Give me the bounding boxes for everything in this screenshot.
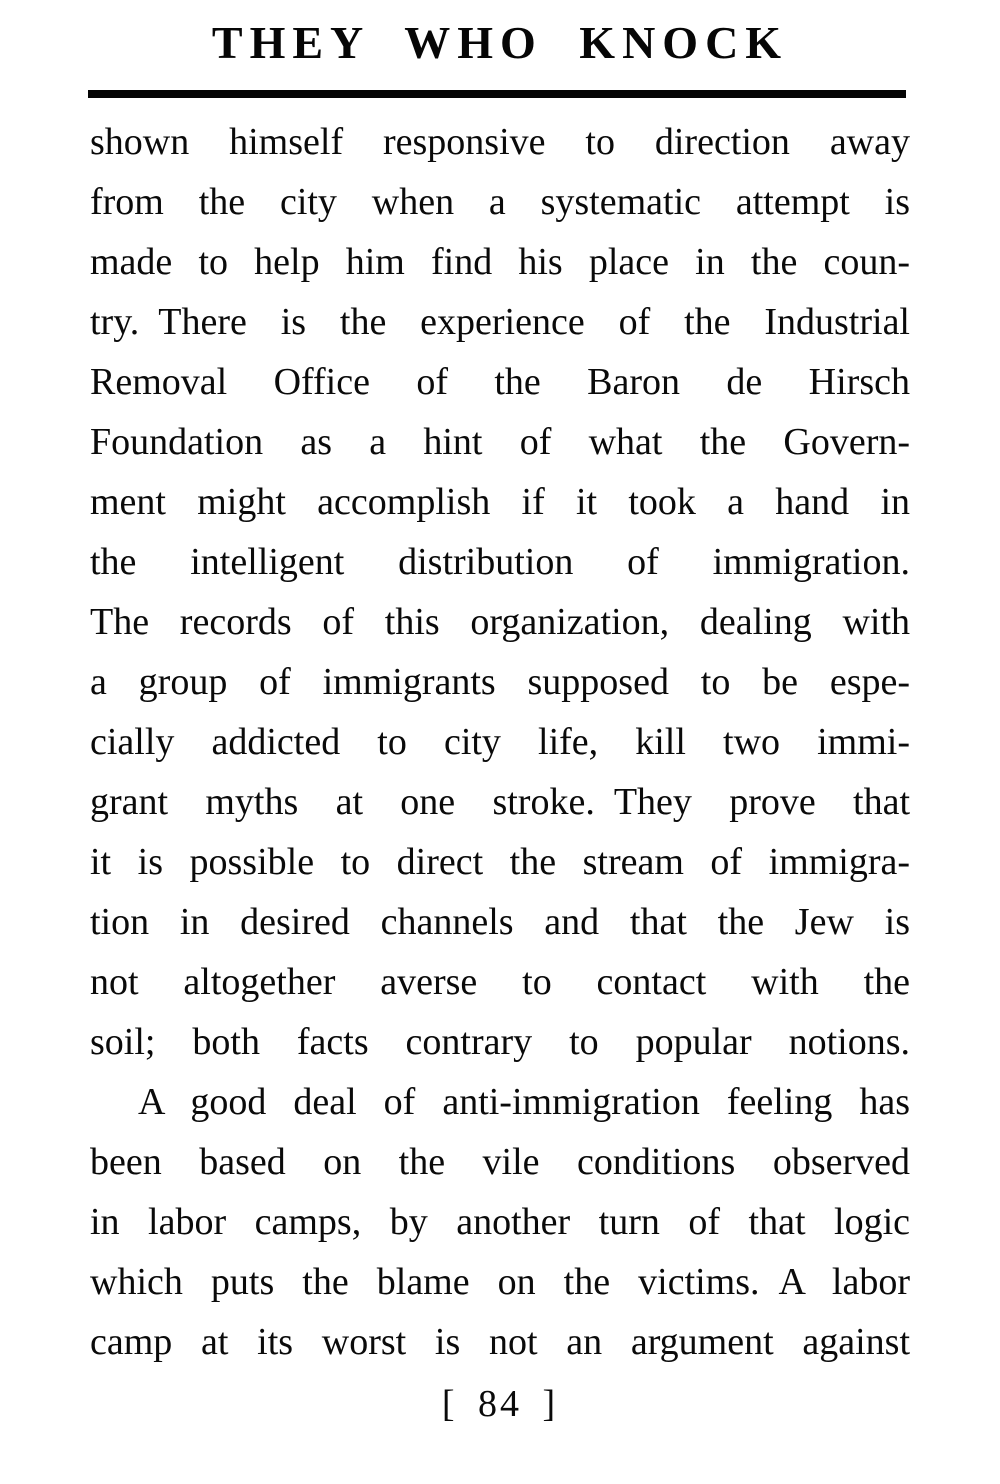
text-line: grant myths at one stroke. They prove that	[90, 781, 910, 823]
page-title: THEY WHO KNOCK	[211, 17, 789, 68]
page-number: [ 84 ]	[441, 1383, 559, 1425]
text-line: ment might accomplish if it took a hand in	[90, 481, 910, 523]
text-line: made to help him find his place in the coun-	[90, 241, 910, 283]
text-line: not altogether averse to contact with the	[90, 961, 910, 1003]
paragraph-start-line: A good deal of anti-immigration feeling has	[138, 1081, 910, 1123]
header-rule	[88, 90, 906, 98]
text-line: it is possible to direct the stream of immigra-	[90, 841, 910, 883]
text-line: which puts the blame on the victims. A labor	[90, 1261, 910, 1303]
text-line: soil; both facts contrary to popular notions.	[90, 1021, 910, 1063]
text-line: been based on the vile conditions observed	[90, 1141, 910, 1183]
text-line: try. There is the experience of the Industrial	[90, 301, 910, 343]
text-line: The records of this organization, dealing with	[90, 601, 910, 643]
text-line: from the city when a systematic attempt is	[90, 181, 910, 223]
text-line: Removal Office of the Baron de Hirsch	[90, 361, 910, 403]
text-line: cially addicted to city life, kill two immi-	[90, 721, 910, 763]
text-line: camp at its worst is not an argument against	[90, 1321, 910, 1363]
text-line: shown himself responsive to direction away	[90, 121, 910, 163]
text-line: tion in desired channels and that the Jew is	[90, 901, 910, 943]
body-text	[90, 112, 910, 1372]
text-line: Foundation as a hint of what the Govern-	[90, 421, 910, 463]
text-line: the intelligent distribution of immigration.	[90, 541, 910, 583]
text-line: a group of immigrants supposed to be espe-	[90, 661, 910, 703]
text-line: in labor camps, by another turn of that logic	[90, 1201, 910, 1243]
